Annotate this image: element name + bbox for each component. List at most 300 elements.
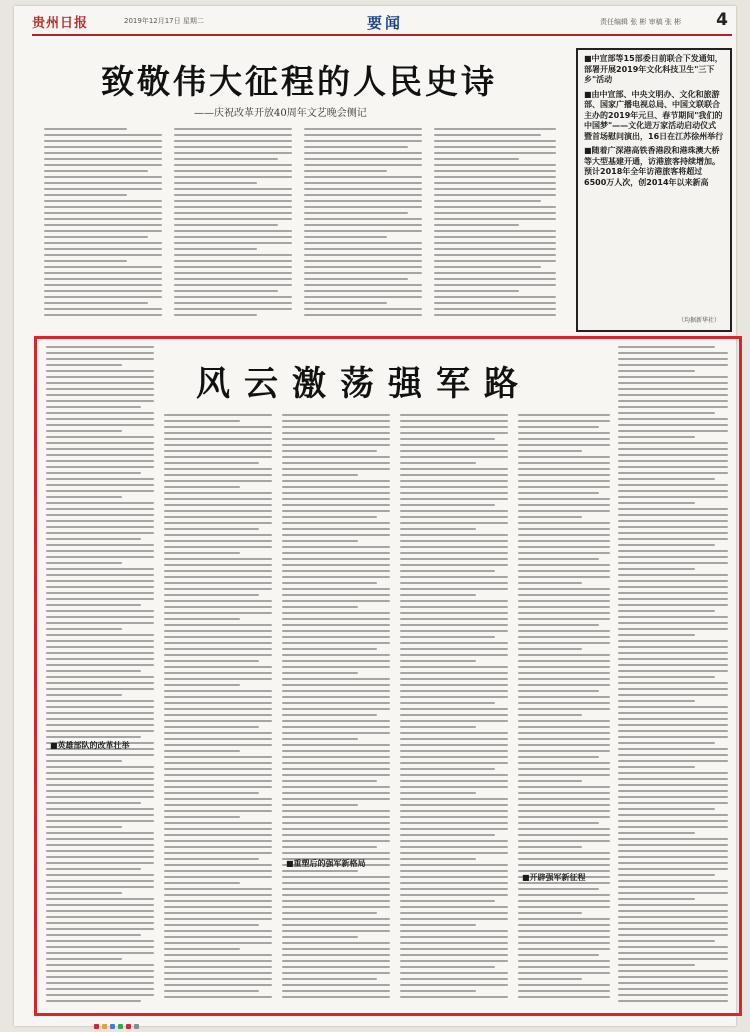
body-text-line — [618, 682, 728, 684]
body-text-line — [164, 876, 272, 878]
body-text-line — [518, 672, 610, 674]
body-text-line — [618, 556, 728, 558]
body-text-line — [46, 550, 154, 552]
body-text-line — [518, 450, 582, 452]
body-text-line — [46, 736, 141, 738]
body-text-line — [164, 720, 272, 722]
body-text-line — [282, 450, 377, 452]
body-text-line — [518, 420, 610, 422]
body-text-line — [518, 966, 610, 968]
body-text-line — [400, 606, 508, 608]
body-text-line — [164, 678, 272, 680]
body-text-line — [434, 128, 556, 130]
body-text-line — [282, 882, 390, 884]
news-briefs-box — [576, 48, 732, 332]
body-text-line — [618, 730, 728, 732]
body-text-line — [282, 534, 390, 536]
body-text-line — [174, 134, 292, 136]
body-text-line — [618, 694, 728, 696]
body-text-line — [304, 206, 422, 208]
body-text-line — [518, 522, 610, 524]
body-text-line — [44, 278, 162, 280]
body-text-line — [304, 182, 422, 184]
body-text-line — [618, 898, 695, 900]
body-text-line — [282, 960, 390, 962]
body-text-line — [164, 480, 272, 482]
body-text-line — [518, 456, 610, 458]
body-text-line — [400, 720, 508, 722]
body-text-line — [164, 564, 272, 566]
body-text-line — [46, 976, 154, 978]
body-text-line — [618, 964, 695, 966]
body-text-line — [46, 388, 154, 390]
body-text-line — [46, 556, 154, 558]
body-text-line — [282, 948, 390, 950]
body-text-line — [44, 296, 162, 298]
body-text-line — [46, 940, 154, 942]
body-text-line — [282, 852, 390, 854]
body-text-line — [46, 712, 154, 714]
body-text-line — [46, 520, 154, 522]
body-text-line — [518, 624, 599, 626]
body-text-line — [518, 630, 610, 632]
body-text-line — [400, 648, 508, 650]
body-text-line — [400, 510, 508, 512]
body-text-line — [518, 762, 610, 764]
body-text-line — [282, 816, 390, 818]
body-text-line — [164, 492, 272, 494]
body-text-line — [164, 714, 272, 716]
body-text-line — [282, 420, 390, 422]
body-text-line — [44, 242, 162, 244]
body-text-line — [164, 846, 272, 848]
body-text-line — [434, 248, 556, 250]
body-text-line — [46, 562, 122, 564]
body-text-line — [618, 352, 728, 354]
body-text-line — [518, 444, 610, 446]
body-text-line — [434, 158, 519, 160]
body-text-line — [46, 718, 154, 720]
body-text-line — [618, 814, 728, 816]
body-text-line — [46, 682, 154, 684]
body-text-line — [618, 478, 715, 480]
body-text-line — [518, 468, 610, 470]
body-text-line — [518, 606, 610, 608]
section-title: 要闻 — [367, 14, 404, 32]
body-text-line — [400, 522, 508, 524]
body-text-line — [164, 432, 272, 434]
body-text-line — [518, 918, 610, 920]
body-text-line — [618, 790, 728, 792]
body-text-line — [518, 996, 610, 998]
body-text-line — [164, 858, 259, 860]
body-text-line — [618, 472, 728, 474]
body-text-line — [44, 284, 162, 286]
body-text-line — [518, 636, 610, 638]
body-text-line — [400, 978, 508, 980]
body-text-line — [518, 666, 610, 668]
body-text-line — [518, 510, 610, 512]
body-text-line — [434, 170, 556, 172]
body-text-line — [518, 924, 610, 926]
body-text-line — [618, 958, 728, 960]
body-text-line — [618, 382, 728, 384]
body-text-line — [164, 786, 272, 788]
body-text-line — [174, 284, 292, 286]
body-text-line — [46, 364, 122, 366]
body-text-line — [618, 712, 728, 714]
body-text-line — [518, 840, 610, 842]
body-text-line — [618, 796, 728, 798]
body-text-line — [618, 922, 728, 924]
body-text-line — [400, 930, 508, 932]
body-text-line — [174, 296, 292, 298]
body-text-line — [400, 528, 476, 530]
body-text-line — [44, 200, 162, 202]
body-text-line — [164, 582, 272, 584]
body-text-line — [282, 870, 358, 872]
body-text-line — [282, 606, 358, 608]
body-text-line — [518, 720, 610, 722]
body-text-line — [518, 414, 610, 416]
body-text-line — [46, 358, 154, 360]
body-text-line — [174, 158, 278, 160]
page-navigation-dots[interactable] — [94, 1024, 142, 1029]
body-text-line — [400, 588, 508, 590]
body-text-line — [400, 576, 508, 578]
body-text-line — [282, 540, 358, 542]
body-text-line — [618, 868, 728, 870]
body-text-line — [618, 418, 728, 420]
body-text-line — [46, 886, 154, 888]
body-text-line — [400, 492, 508, 494]
body-text-line — [46, 910, 154, 912]
body-text-line — [46, 706, 154, 708]
body-text-line — [282, 492, 390, 494]
body-text-line — [282, 930, 390, 932]
main-article-title[interactable]: 风云激荡强军路 — [196, 364, 532, 404]
main-article-column-2 — [164, 414, 272, 1006]
body-text-line — [518, 426, 599, 428]
body-text-line — [618, 892, 728, 894]
page-dot[interactable] — [126, 1024, 131, 1029]
body-text-line — [46, 856, 154, 858]
body-text-line — [174, 260, 292, 262]
briefs-source: （均据新华社） — [677, 317, 720, 324]
body-text-line — [164, 438, 272, 440]
body-text-line — [400, 942, 508, 944]
body-text-line — [618, 658, 728, 660]
body-text-line — [518, 834, 610, 836]
body-text-line — [518, 828, 610, 830]
page-dot[interactable] — [110, 1024, 115, 1029]
body-text-line — [282, 504, 390, 506]
body-text-line — [434, 206, 556, 208]
body-text-line — [400, 504, 495, 506]
page-dot[interactable] — [118, 1024, 123, 1029]
body-text-line — [282, 576, 390, 578]
body-text-line — [400, 744, 508, 746]
body-text-line — [618, 424, 728, 426]
body-text-line — [46, 850, 154, 852]
top-article-title[interactable]: 致敬伟大征程的人民史诗 — [101, 62, 497, 101]
body-text-line — [618, 634, 695, 636]
body-text-line — [304, 134, 422, 136]
body-text-line — [618, 1000, 728, 1002]
body-text-line — [400, 972, 508, 974]
newspaper-page — [14, 6, 736, 1026]
body-text-line — [164, 426, 272, 428]
body-text-line — [400, 864, 508, 866]
body-text-line — [618, 808, 715, 810]
body-text-line — [164, 624, 272, 626]
body-text-line — [282, 924, 390, 926]
body-text-line — [46, 502, 154, 504]
body-text-line — [282, 888, 390, 890]
body-text-line — [618, 580, 728, 582]
body-text-line — [174, 212, 292, 214]
body-text-line — [400, 444, 508, 446]
body-text-line — [164, 822, 272, 824]
body-text-line — [164, 576, 272, 578]
body-text-line — [46, 394, 154, 396]
body-text-line — [46, 634, 154, 636]
body-text-line — [46, 418, 154, 420]
body-text-line — [46, 982, 154, 984]
body-text-line — [164, 708, 272, 710]
body-text-line — [46, 772, 154, 774]
body-text-line — [400, 894, 508, 896]
main-article-column-1 — [46, 346, 154, 1006]
body-text-line — [618, 700, 695, 702]
body-text-line — [434, 278, 556, 280]
body-text-line — [44, 212, 162, 214]
body-text-line — [164, 552, 240, 554]
page-dot[interactable] — [102, 1024, 107, 1029]
body-text-line — [304, 170, 387, 172]
body-text-line — [400, 762, 508, 764]
body-text-line — [174, 182, 257, 184]
body-text-line — [518, 480, 610, 482]
body-text-line — [282, 516, 377, 518]
body-text-line — [618, 934, 728, 936]
body-text-line — [434, 182, 556, 184]
main-article-subhead: ■重塑后的强军新格局 — [286, 859, 366, 868]
body-text-line — [174, 128, 292, 130]
body-text-line — [44, 182, 162, 184]
body-text-line — [518, 780, 582, 782]
body-text-line — [164, 648, 272, 650]
body-text-line — [400, 498, 508, 500]
body-text-line — [434, 302, 556, 304]
body-text-line — [304, 236, 387, 238]
body-text-line — [164, 684, 240, 686]
body-text-line — [400, 912, 508, 914]
body-text-line — [46, 694, 122, 696]
body-text-line — [282, 990, 390, 992]
body-text-line — [518, 534, 610, 536]
body-text-line — [46, 958, 122, 960]
body-text-line — [164, 792, 259, 794]
body-text-line — [46, 652, 154, 654]
body-text-line — [46, 400, 154, 402]
body-text-line — [164, 726, 259, 728]
body-text-line — [518, 900, 610, 902]
body-text-line — [282, 624, 390, 626]
body-text-line — [618, 574, 728, 576]
body-text-line — [46, 784, 154, 786]
body-text-line — [400, 672, 508, 674]
body-text-line — [164, 672, 272, 674]
body-text-line — [46, 964, 154, 966]
body-text-line — [400, 540, 508, 542]
body-text-line — [518, 660, 610, 662]
body-text-line — [304, 194, 422, 196]
body-text-line — [164, 852, 272, 854]
body-text-line — [46, 616, 154, 618]
body-text-line — [46, 472, 141, 474]
top-article-column-2 — [174, 128, 292, 324]
body-text-line — [282, 744, 390, 746]
body-text-line — [282, 690, 390, 692]
body-text-line — [46, 514, 154, 516]
body-text-line — [518, 912, 582, 914]
body-text-line — [282, 612, 390, 614]
body-text-line — [518, 582, 582, 584]
body-text-line — [618, 982, 728, 984]
body-text-line — [44, 224, 162, 226]
body-text-line — [282, 822, 390, 824]
body-text-line — [304, 290, 422, 292]
body-text-line — [282, 636, 390, 638]
body-text-line — [46, 898, 154, 900]
body-text-line — [282, 720, 390, 722]
body-text-line — [518, 792, 610, 794]
body-text-line — [618, 826, 728, 828]
body-text-line — [618, 832, 695, 834]
body-text-line — [164, 456, 272, 458]
body-text-line — [618, 370, 695, 372]
brief-item[interactable]: ■由中宣部、中央文明办、文化和旅游部、国家广播电视总局、中国文联联合主办的2019年元旦、春节期间"我们的中国梦"——文化进万家活动启动仪式暨首场慰问演出，16日在江苏徐州举行 — [584, 89, 724, 141]
body-text-line — [174, 206, 292, 208]
body-text-line — [164, 498, 272, 500]
body-text-line — [304, 242, 422, 244]
body-text-line — [518, 990, 610, 992]
body-text-line — [618, 778, 728, 780]
brief-item[interactable]: ■中宣部等15部委日前联合下发通知，部署开展2019年文化科技卫生"三下乡"活动 — [584, 54, 723, 84]
body-text-line — [44, 206, 162, 208]
body-text-line — [282, 900, 390, 902]
body-text-line — [618, 490, 728, 492]
body-text-line — [518, 816, 610, 818]
body-text-line — [518, 432, 610, 434]
body-text-line — [618, 856, 728, 858]
body-text-line — [282, 756, 390, 758]
body-text-line — [434, 194, 556, 196]
body-text-line — [46, 430, 122, 432]
body-text-line — [164, 816, 240, 818]
body-text-line — [434, 260, 556, 262]
body-text-line — [164, 780, 272, 782]
body-text-line — [400, 696, 508, 698]
body-text-line — [46, 922, 154, 924]
body-text-line — [400, 618, 508, 620]
body-text-line — [434, 254, 556, 256]
body-text-line — [518, 726, 610, 728]
body-text-line — [400, 636, 495, 638]
body-text-line — [618, 358, 728, 360]
body-text-line — [618, 928, 728, 930]
body-text-line — [282, 678, 390, 680]
body-text-line — [164, 906, 272, 908]
body-text-line — [282, 432, 390, 434]
body-text-line — [618, 916, 728, 918]
body-text-line — [618, 940, 715, 942]
body-text-line — [618, 862, 728, 864]
body-text-line — [434, 164, 556, 166]
body-text-line — [618, 598, 728, 600]
body-text-line — [46, 412, 154, 414]
body-text-line — [400, 996, 508, 998]
body-text-line — [618, 628, 728, 630]
body-text-line — [400, 738, 508, 740]
body-text-line — [164, 528, 259, 530]
body-text-line — [46, 622, 154, 624]
body-text-line — [44, 194, 127, 196]
issue-date: 2019年12月17日 星期二 — [124, 17, 204, 25]
body-text-line — [304, 230, 422, 232]
body-text-line — [618, 736, 728, 738]
body-text-line — [518, 888, 599, 890]
page-dot[interactable] — [94, 1024, 99, 1029]
body-text-line — [618, 952, 728, 954]
body-text-line — [164, 804, 272, 806]
body-text-line — [164, 948, 240, 950]
body-text-line — [518, 948, 610, 950]
body-text-line — [174, 290, 278, 292]
body-text-line — [400, 462, 476, 464]
brief-item[interactable]: ■随着广深港高铁香港段和港珠澳大桥等大型基建开通，访港旅客持续增加。预计2018年全年访港旅客将超过6500万人次，创2014年以来新高 — [584, 146, 720, 187]
body-text-line — [400, 906, 508, 908]
body-text-line — [164, 828, 272, 830]
body-text-line — [618, 586, 728, 588]
body-text-line — [282, 714, 377, 716]
body-text-line — [518, 768, 610, 770]
body-text-line — [282, 726, 390, 728]
body-text-line — [44, 272, 162, 274]
body-text-line — [400, 432, 508, 434]
body-text-line — [164, 606, 272, 608]
body-text-line — [400, 966, 495, 968]
body-text-line — [164, 420, 240, 422]
body-text-line — [46, 508, 154, 510]
body-text-line — [282, 510, 390, 512]
top-article-subtitle: ——庆祝改革开放40周年文艺晚会侧记 — [194, 108, 367, 119]
body-text-line — [164, 744, 272, 746]
body-text-line — [400, 870, 508, 872]
body-text-line — [518, 642, 610, 644]
body-text-line — [282, 774, 390, 776]
body-text-line — [618, 508, 728, 510]
body-text-line — [400, 582, 508, 584]
body-text-line — [46, 826, 122, 828]
body-text-line — [518, 750, 610, 752]
body-text-line — [46, 670, 141, 672]
body-text-line — [46, 628, 122, 630]
body-text-line — [282, 828, 390, 830]
top-article-column-3 — [304, 128, 422, 324]
page-dot[interactable] — [134, 1024, 139, 1029]
